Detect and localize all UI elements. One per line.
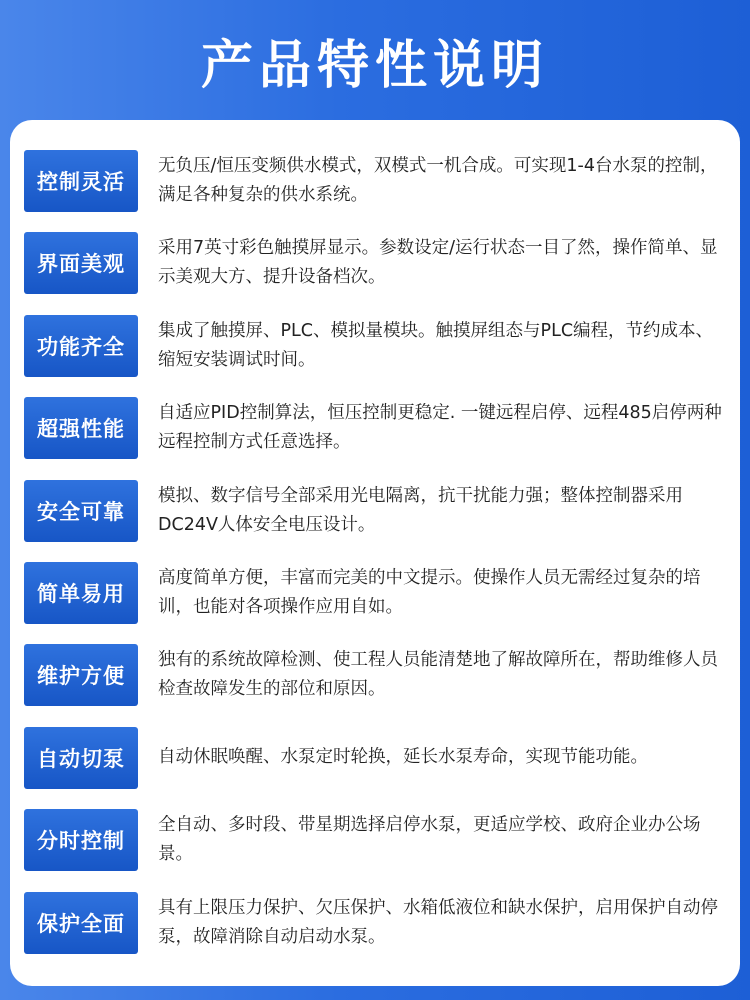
feature-badge: 控制灵活 (24, 150, 138, 212)
feature-row-easy-maintenance (24, 644, 726, 706)
feature-description: 独有的系统故障检测、使工程人员能清楚地了解故障所在，帮助维修人员检查故障发生的部位和原因。 (158, 650, 718, 700)
feature-description: 高度简单方便，丰富而完美的中文提示。使操作人员无需经过复杂的培训，也能对各项操作应用自如。 (158, 567, 701, 617)
feature-badge: 功能齐全 (24, 315, 138, 377)
feature-badge: 自动切泵 (24, 727, 138, 789)
feature-description: 无负压/恒压变频供水模式，双模式一机合成。可实现1-4台水泵的控制，满足各种复杂的供水系统。 (158, 156, 718, 205)
feature-description: 具有上限压力保护、欠压保护、水箱低液位和缺水保护，启用保护自动停泵，故障消除自动启动水泵。 (158, 897, 718, 947)
feature-row-flexible-control (24, 150, 726, 212)
feature-row-safe-reliable (24, 480, 726, 542)
feature-description: 采用7英寸彩色触摸屏显示。参数设定/运行状态一目了然，操作简单、显示美观大方、提升设备档次。 (158, 238, 718, 288)
feature-list (24, 150, 726, 974)
feature-description: 集成了触摸屏、PLC、模拟量模块。触摸屏组态与PLC编程，节约成本、缩短安装调试时间。 (158, 320, 714, 370)
feature-row-full-functionality (24, 315, 726, 377)
feature-description: 模拟、数字信号全部采用光电隔离，抗干扰能力强；整体控制器采用DC24V人体安全电压设计。 (158, 485, 683, 535)
feature-badge: 界面美观 (24, 232, 138, 294)
feature-badge: 保护全面 (24, 892, 138, 954)
page-title: 产品特性说明 (200, 36, 549, 96)
feature-badge: 维护方便 (24, 644, 138, 706)
feature-badge: 超强性能 (24, 397, 138, 459)
feature-description: 自适应PID控制算法，恒压控制更稳定. 一键远程启停、远程485启停两种远程控制方式任意选择。 (158, 403, 722, 453)
feature-badge: 简单易用 (24, 562, 138, 624)
feature-card (10, 120, 740, 986)
feature-description: 自动休眠唤醒、水泵定时轮换，延长水泵寿命，实现节能功能。 (158, 747, 648, 768)
feature-row-comprehensive-protection (24, 892, 726, 954)
feature-badge: 安全可靠 (24, 480, 138, 542)
feature-row-easy-to-use (24, 562, 726, 624)
feature-row-strong-performance (24, 397, 726, 459)
feature-row-auto-pump-switch (24, 727, 726, 789)
feature-row-beautiful-interface (24, 232, 726, 294)
feature-badge: 分时控制 (24, 809, 138, 871)
feature-description: 全自动、多时段、带星期选择启停水泵，更适应学校、政府企业办公场景。 (158, 815, 701, 865)
feature-row-time-sharing-control (24, 809, 726, 871)
